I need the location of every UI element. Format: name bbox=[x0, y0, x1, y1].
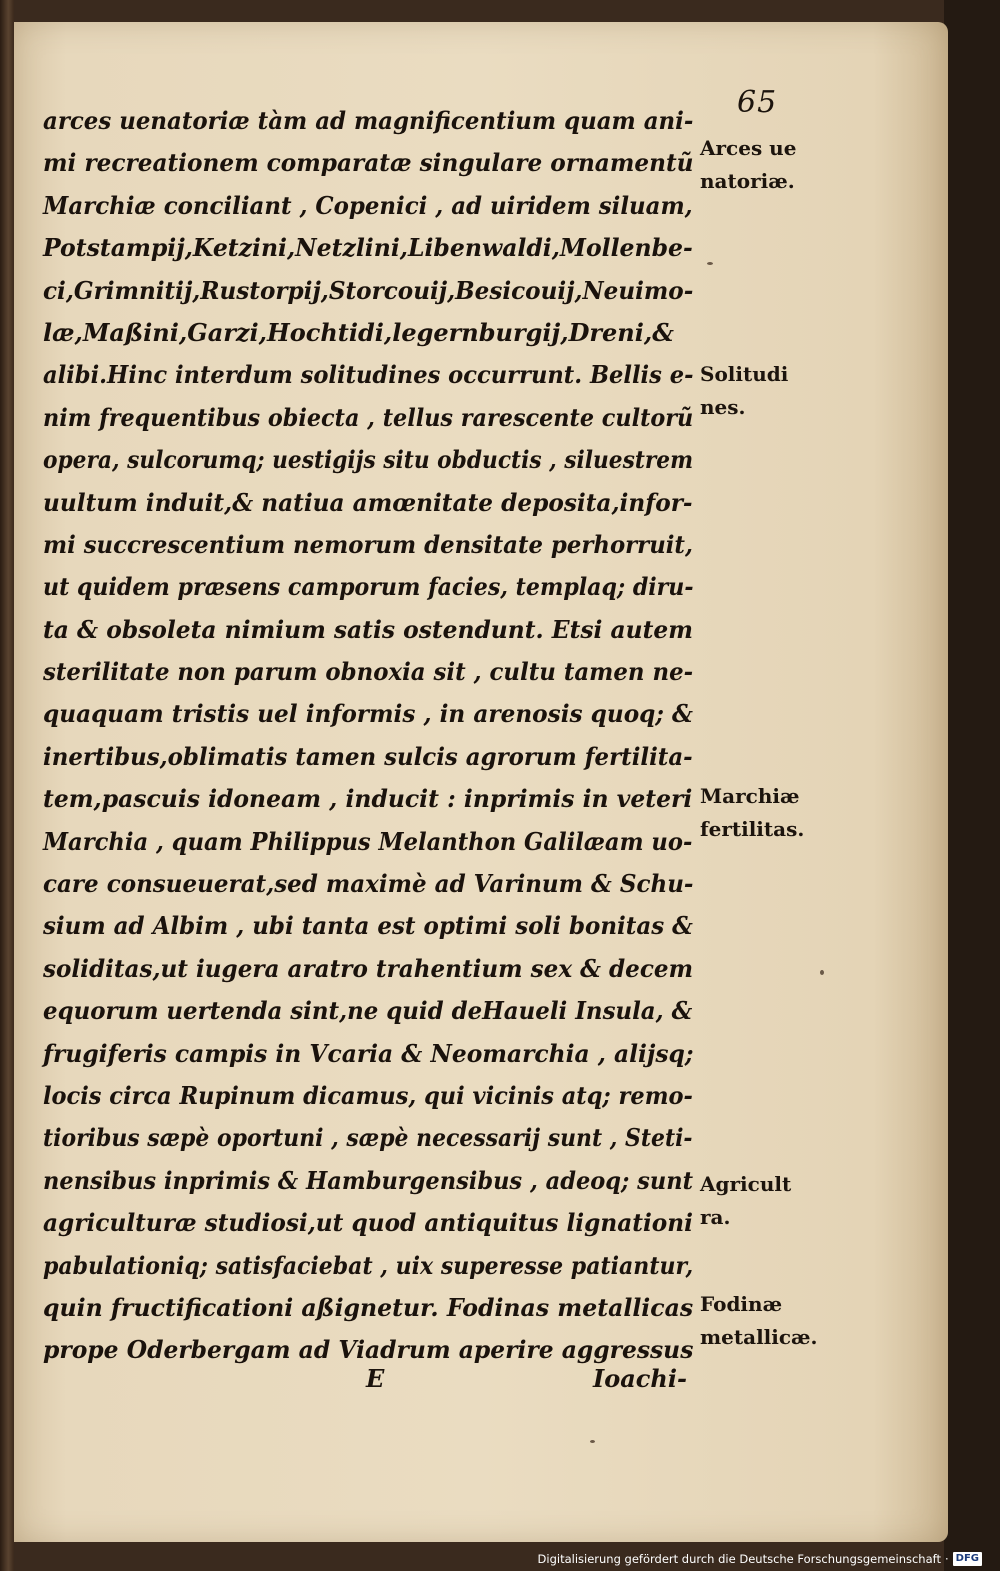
text-line: Potstampij,Ketzini,Netzlini,Libenwaldi,Mollenbe- bbox=[43, 233, 693, 263]
marginal-note-line: nes. bbox=[700, 395, 746, 419]
marginal-note-line: Solitudi bbox=[700, 362, 789, 386]
marginal-note-line: metallicæ. bbox=[700, 1325, 818, 1349]
marginal-note-line: natoriæ. bbox=[700, 169, 795, 193]
text-line: nim frequentibus obiecta , tellus rarescente cultorũ bbox=[43, 402, 694, 432]
text-line: pabulationiq; satisfaciebat , uix superesse patiantur, bbox=[43, 1250, 694, 1280]
marginal-note-line: Marchiæ bbox=[700, 784, 800, 808]
text-line: Marchiæ conciliant , Copenici , ad uiridem siluam, bbox=[43, 190, 693, 220]
text-line: care consueuerat,sed maximè ad Varinum & Schu- bbox=[43, 869, 694, 899]
text-line: ta & obsoleta nimium satis ostendunt. Etsi autem bbox=[43, 614, 693, 644]
body-text bbox=[43, 100, 693, 1372]
text-line: sium ad Albim , ubi tanta est optimi soli bonitas & bbox=[43, 911, 693, 941]
text-line: equorum uertenda sint,ne quid deHaueli Insula, & bbox=[43, 996, 693, 1026]
ink-speck bbox=[707, 262, 713, 265]
marginal-note-line: fertilitas. bbox=[700, 817, 805, 841]
ink-speck bbox=[590, 1440, 595, 1443]
text-line: arces uenatoriæ tàm ad magnificentium quam ani- bbox=[43, 106, 694, 135]
text-line: læ,Maßini,Garzi,Hochtidi,legernburgij,Dreni,& bbox=[43, 317, 674, 347]
marginal-note-solitudines bbox=[700, 358, 788, 424]
text-line: nensibus inprimis & Hamburgensibus , adeoq; sunt bbox=[43, 1165, 693, 1195]
ink-speck bbox=[820, 970, 824, 975]
footer-separator: · bbox=[945, 1552, 949, 1566]
text-line: uultum induit,& natiua amœnitate deposita,infor- bbox=[43, 487, 693, 517]
marginal-note-line: Fodinæ bbox=[700, 1292, 783, 1316]
text-line: mi succrescentium nemorum densitate perhorruit, bbox=[43, 529, 693, 559]
text-line: Marchia , quam Philippus Melanthon Galilæam uo- bbox=[43, 826, 693, 856]
text-line: soliditas,ut iugera aratro trahentium sex & decem bbox=[43, 953, 694, 983]
text-line: ut quidem præsens camporum facies, templaq; diru- bbox=[43, 572, 694, 602]
text-line: sterilitate non parum obnoxia sit , cultu tamen ne- bbox=[43, 657, 694, 687]
dfg-logo: DFG bbox=[953, 1552, 982, 1566]
text-line: agriculturæ studiosi,ut quod antiquitus lignationi bbox=[43, 1208, 693, 1238]
marginal-note-line: Arces ue bbox=[700, 136, 797, 160]
signature-mark: E bbox=[366, 1364, 385, 1393]
page-number: 65 bbox=[737, 85, 778, 120]
text-line: inertibus,oblimatis tamen sulcis agrorum fertilita- bbox=[43, 741, 693, 771]
marginal-note-arces bbox=[700, 132, 796, 198]
marginal-note-line: Agricult bbox=[700, 1172, 792, 1196]
digitization-footer bbox=[538, 1549, 982, 1569]
text-line: tem,pascuis idoneam , inducit : inprimis in veteri bbox=[43, 784, 693, 814]
text-line: mi recreationem comparatæ singulare ornamentũ bbox=[43, 148, 694, 178]
catch-line bbox=[43, 1364, 743, 1404]
text-line: opera, sulcorumq; uestigijs situ obductis , siluestrem bbox=[43, 445, 694, 475]
text-line: frugiferis campis in Vcaria & Neomarchia , alijsq; bbox=[43, 1038, 694, 1068]
marginal-note-line: ra. bbox=[700, 1205, 731, 1229]
marginal-note-agricultura bbox=[700, 1168, 791, 1234]
text-line: locis circa Rupinum dicamus, qui vicinis atq; remo- bbox=[43, 1080, 693, 1110]
text-line: quin fructificationi aßignetur. Fodinas metallicas bbox=[43, 1292, 694, 1322]
text-line: tioribus sæpè oportuni , sæpè necessarij sunt , Steti- bbox=[43, 1123, 693, 1153]
marginal-note-fertilitas bbox=[700, 780, 804, 846]
text-line: alibi.Hinc interdum solitudines occurrunt. Bellis e- bbox=[43, 360, 694, 390]
footer-text: Digitalisierung gefördert durch die Deutsche Forschungsgemeinschaft bbox=[537, 1552, 941, 1566]
text-line: ci,Grimnitij,Rustorpij,Storcouij,Besicouij,Neuimo- bbox=[43, 275, 694, 305]
marginal-note-fodinae bbox=[700, 1288, 818, 1354]
text-line: quaquam tristis uel informis , in arenosis quoq; & bbox=[43, 699, 693, 729]
book-binding bbox=[0, 0, 14, 1571]
catchword: Ioachi- bbox=[593, 1364, 687, 1393]
dark-background-edge bbox=[944, 0, 1000, 1571]
text-line: prope Oderbergam ad Viadrum aperire aggressus bbox=[43, 1335, 694, 1365]
